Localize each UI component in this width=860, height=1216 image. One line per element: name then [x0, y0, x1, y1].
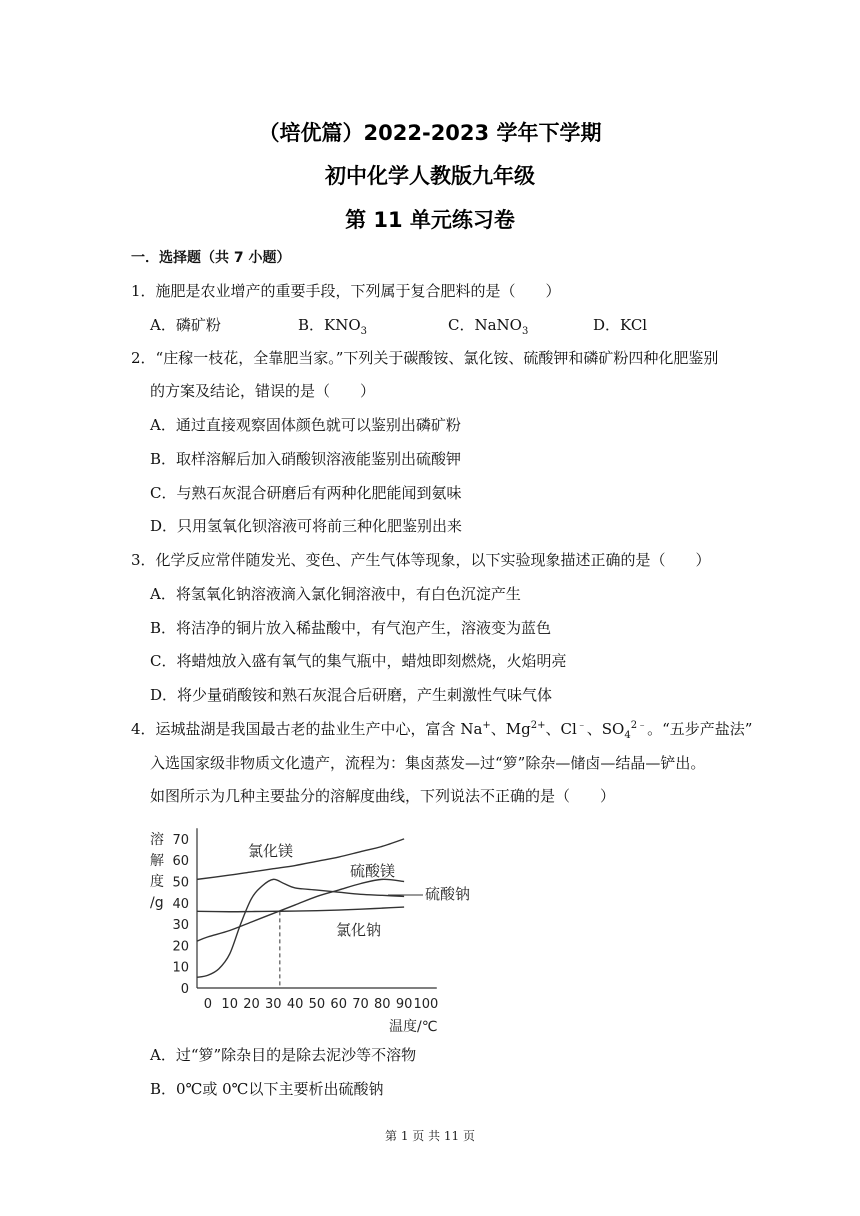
q2-option-b: B．取样溶解后加入硝酸钡溶液能鉴别出硫酸钾	[150, 450, 462, 468]
y-axis-label-part: /g	[150, 895, 164, 911]
x-tick-label: 60	[330, 997, 347, 1012]
x-tick-label: 0	[203, 997, 213, 1012]
x-tick-label: 30	[265, 997, 282, 1012]
title-line-3: 第 11 单元练习卷	[345, 208, 515, 232]
y-tick-label: 0	[180, 982, 189, 997]
section-heading: 一．选择题（共 7 小题）	[131, 250, 291, 266]
q2-option-d: D．只用氢氧化钡溶液可将前三种化肥鉴别出来	[150, 517, 463, 535]
x-tick-label: 100	[413, 997, 439, 1012]
page-footer: 第 1 页 共 11 页	[385, 1129, 475, 1143]
series-label-na2so4: 硫酸钠	[425, 885, 471, 903]
q1-option-c: C．NaNO$_3$	[448, 316, 529, 337]
solubility-chart	[140, 822, 490, 1034]
q4-stem-line-2: 入选国家级非物质文化遗产，流程为：集卤蒸发—过“箩”除杂—储卤—结晶—铲出。	[150, 754, 706, 772]
series-label-mgso4: 硫酸镁	[350, 862, 396, 880]
x-tick-label: 40	[286, 997, 304, 1012]
x-tick-label: 90	[395, 997, 413, 1012]
y-tick-label: 70	[172, 832, 189, 848]
q3-option-a: A．将氢氧化钠溶液滴入氯化铜溶液中，有白色沉淀产生	[150, 585, 521, 603]
y-tick-label: 40	[172, 896, 189, 912]
title-line-2: 初中化学人教版九年级	[325, 164, 535, 188]
x-tick-label: 80	[374, 997, 391, 1012]
q3-option-b: B．将洁净的铜片放入稀盐酸中，有气泡产生，溶液变为蓝色	[150, 619, 552, 637]
q1-option-a: A．磷矿粉	[150, 316, 221, 334]
y-tick-label: 20	[172, 939, 189, 955]
q2-stem-line-2: 的方案及结论，错误的是（ ）	[150, 382, 376, 400]
series-label-nacl: 氯化钠	[336, 921, 382, 939]
y-tick-label: 50	[172, 875, 189, 891]
q1-option-d: D．KCl	[593, 316, 648, 334]
y-axis-label-part: 溶	[150, 832, 164, 848]
series-label-mgcl2: 氯化镁	[248, 842, 294, 860]
q4-option-b: B．0℃或 0℃以下主要析出硫酸钠	[150, 1080, 384, 1098]
x-tick-label: 50	[308, 997, 326, 1012]
x-tick-label: 20	[243, 997, 260, 1012]
x-tick-label: 10	[221, 997, 238, 1012]
q2-option-a: A．通过直接观察固体颜色就可以鉴别出磷矿粉	[150, 416, 461, 434]
title-line-1: （培优篇）2022-2023 学年下学期	[258, 121, 602, 145]
q1-stem: 1．施肥是农业增产的重要手段，下列属于复合肥料的是（ ）	[131, 282, 561, 300]
q1-option-b: B．$KNO_3$	[298, 316, 368, 337]
q3-option-d: D．将少量硝酸铵和熟石灰混合后研磨，产生刺激性气味气体	[150, 686, 553, 704]
x-axis-label: 温度/℃	[389, 1019, 438, 1034]
y-tick-label: 10	[172, 960, 189, 976]
q4-stem-line-3: 如图所示为几种主要盐分的溶解度曲线，下列说法不正确的是（ ）	[150, 787, 616, 805]
q3-option-c: C．将蜡烛放入盛有氧气的集气瓶中，蜡烛即刻燃烧，火焰明亮	[150, 652, 567, 670]
q2-stem-line-1: 2．“庄稼一枝花，全靠肥当家。”下列关于碳酸铵、氯化铵、硫酸钾和磷矿粉四种化肥鉴别	[131, 349, 719, 367]
q3-stem: 3．化学反应常伴随发光、变色、产生气体等现象，以下实验现象描述正确的是（ ）	[131, 551, 711, 569]
y-tick-label: 30	[172, 918, 189, 934]
y-tick-label: 60	[172, 854, 189, 870]
q2-option-c: C．与熟石灰混合研磨后有两种化肥能闻到氨味	[150, 484, 462, 502]
y-axis-label-part: 解	[150, 853, 164, 869]
series-nacl-curve	[197, 907, 404, 912]
q4-stem-line-1: 4．运城盐湖是我国最古老的盐业生产中心，富含 Na+、$Mg^{2+}$、Cl﹣、$SO_4^{2﹣}$。“五步产盐法”	[131, 720, 753, 741]
q4-option-a: A．过“箩”除杂目的是除去泥沙等不溶物	[150, 1046, 417, 1064]
y-axis-label-part: 度	[150, 874, 164, 890]
x-tick-label: 70	[352, 997, 369, 1012]
